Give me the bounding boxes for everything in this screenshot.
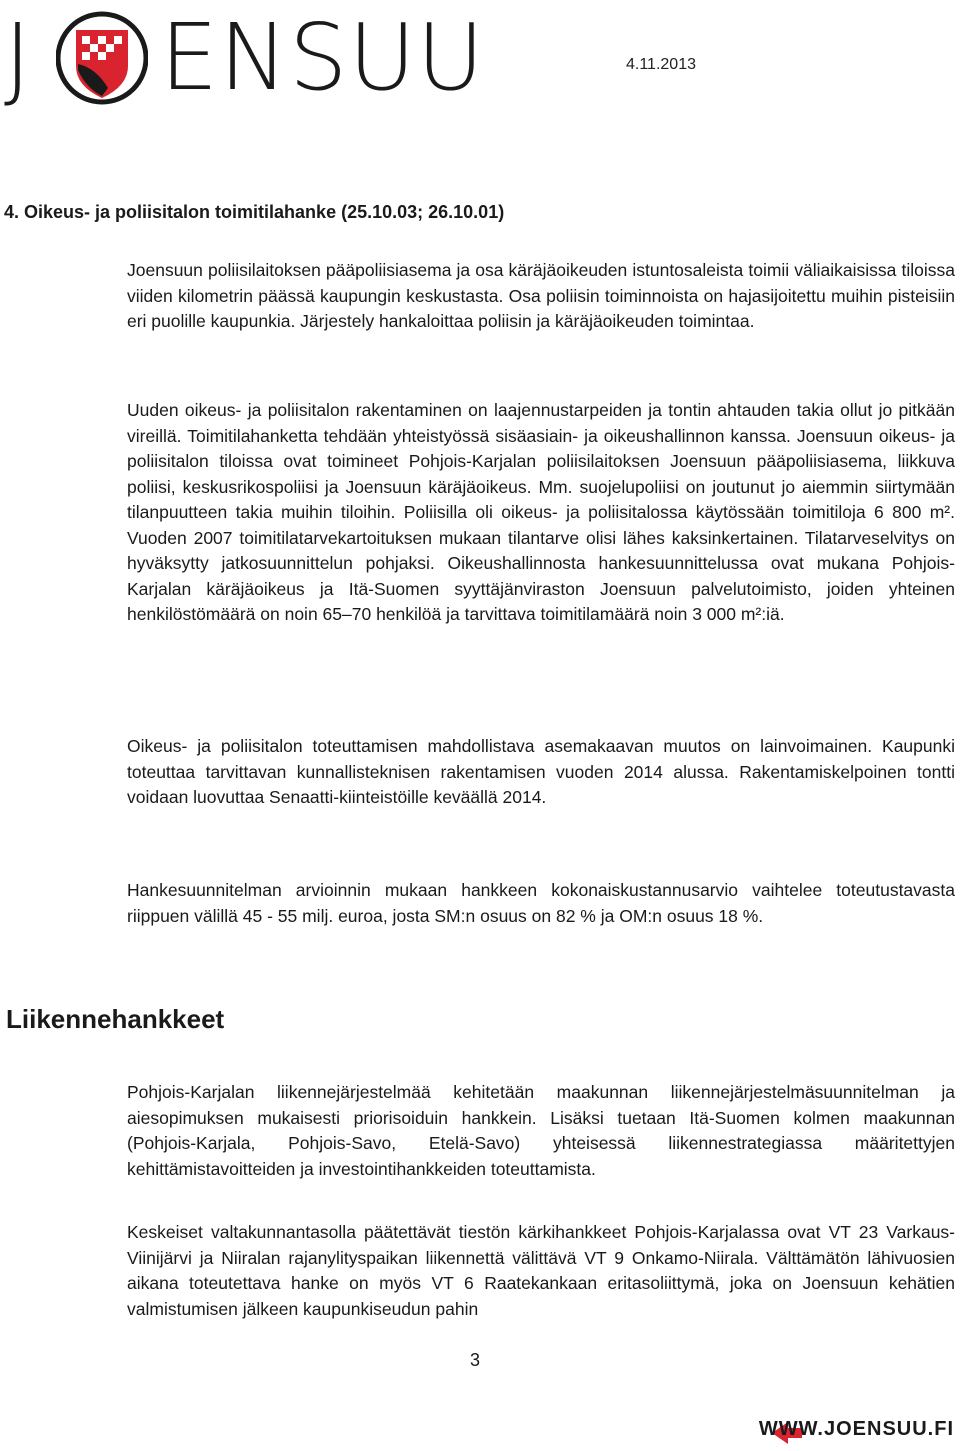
section-4-paragraph-2: Uuden oikeus- ja poliisitalon rakentaminen on laajennustarpeiden ja tontin ahtauden takia ollut jo pitkään vireillä. Toimitilahanketta tehdään yhteistyössä sisäasiain- ja oikeushallinnon kanssa. Joensuun oikeus- ja poliisitalon tiloissa ovat toimineet Pohjois-Karjalan poliisilaitoksen Joensuun pääpoliisiasema, liikkuva poliisi, keskusrikospoliisi ja Joensuun käräjäoikeus. Mm. suojelupoliisi on joutunut jo aiemmin siirtymään tilanpuutteen takia muihin tiloihin. Poliisilla oli oikeus- ja poliisitalossa käytössään toimitiloja 6 800 m². Vuoden 2007 toimitilatarvekartoituksen mukaan tilantarve olisi lähes kaksinkertainen. Tilatarveselvitys on hyväksytty jatkosuunnittelun pohjaksi. Oikeushallinnosta hankesuunnittelussa ovat mukana Pohjois-Karjalan käräjäoikeus ja Itä-Suomen syyttäjänviraston Joensuun palvelutoimisto, joiden yhteinen henkilöstömäärä on noin 65–70 henkilöä ja tarvittava toimitilamäärä noin 3 000 m²:iä. [127,400,955,624]
logo-letter-j: J [4,4,33,111]
section-4-paragraph-3: Oikeus- ja poliisitalon toteuttamisen mahdollistava asemakaavan muutos on lainvoimainen. Kaupunki toteuttaa tarvittavan kunnallisteknisen rakentamisen vuoden 2014 alussa. Rakentamiskelpoinen tontti voidaan luovuttaa Senaatti-kiinteistöille keväällä 2014. [127,736,955,807]
page-number: 3 [470,1350,481,1370]
transport-paragraph-1: Pohjois-Karjalan liikennejärjestelmää kehitetään maakunnan liikennejärjestelmäsuunnitelman ja aiesopimuksen mukaisesti priorisoiduin hankkein. Lisäksi tuetaan Itä-Suomen kolmen maakunnan (Pohjois-Karjala, Pohjois-Savo, Etelä-Savo) yhteisessä liikennestrategiassa määritettyjen kehittämistavoitteiden ja investointihankkeiden toteuttamista. [127,1082,955,1179]
document-date: 4.11.2013 [626,56,696,73]
section-4-heading: 4. Oikeus- ja poliisitalon toimitilahanke (25.10.03; 26.10.01) [4,202,505,222]
transport-heading: Liikennehankkeet [6,1004,225,1034]
section-4-paragraph-1: Joensuun poliisilaitoksen pääpoliisiasema ja osa käräjäoikeuden istuntosaleista toimii väliaikaisissa tiloissa viiden kilometrin päässä kaupungin keskustasta. Osa poliisin toiminnoista on hajasijoitettu muihin pisteisiin eri puolille kaupunkia. Järjestely hankaloittaa poliisin ja käräjäoikeuden toimintaa. [127,260,955,331]
logo-wordmark: ENSUU [160,4,486,111]
footer-website-link[interactable]: WWW.JOENSUU.FI [758,1418,954,1440]
crest-icon [56,8,148,108]
section-4-paragraph-4: Hankesuunnitelman arvioinnin mukaan hankkeen kokonaiskustannusarvio vaihtelee toteutustavasta riippuen välillä 45 - 55 milj. euroa, josta SM:n osuus on 82 % ja OM:n osuus 18 %. [127,880,955,926]
transport-paragraph-2: Keskeiset valtakunnantasolla päätettävät tiestön kärkihankkeet Pohjois-Karjalassa ovat VT 23 Varkaus-Viinijärvi ja Niiralan rajanylityspaikan liikennettä välittävä VT 9 Onkamo-Niirala. Välttämätön lähivuosien aikana toteutettava hanke on myös VT 6 Raatekankaan eritasoliittymä, joka on Joensuun kehätien valmistumisen jälkeen kaupunkiseudun pahin [127,1222,955,1319]
